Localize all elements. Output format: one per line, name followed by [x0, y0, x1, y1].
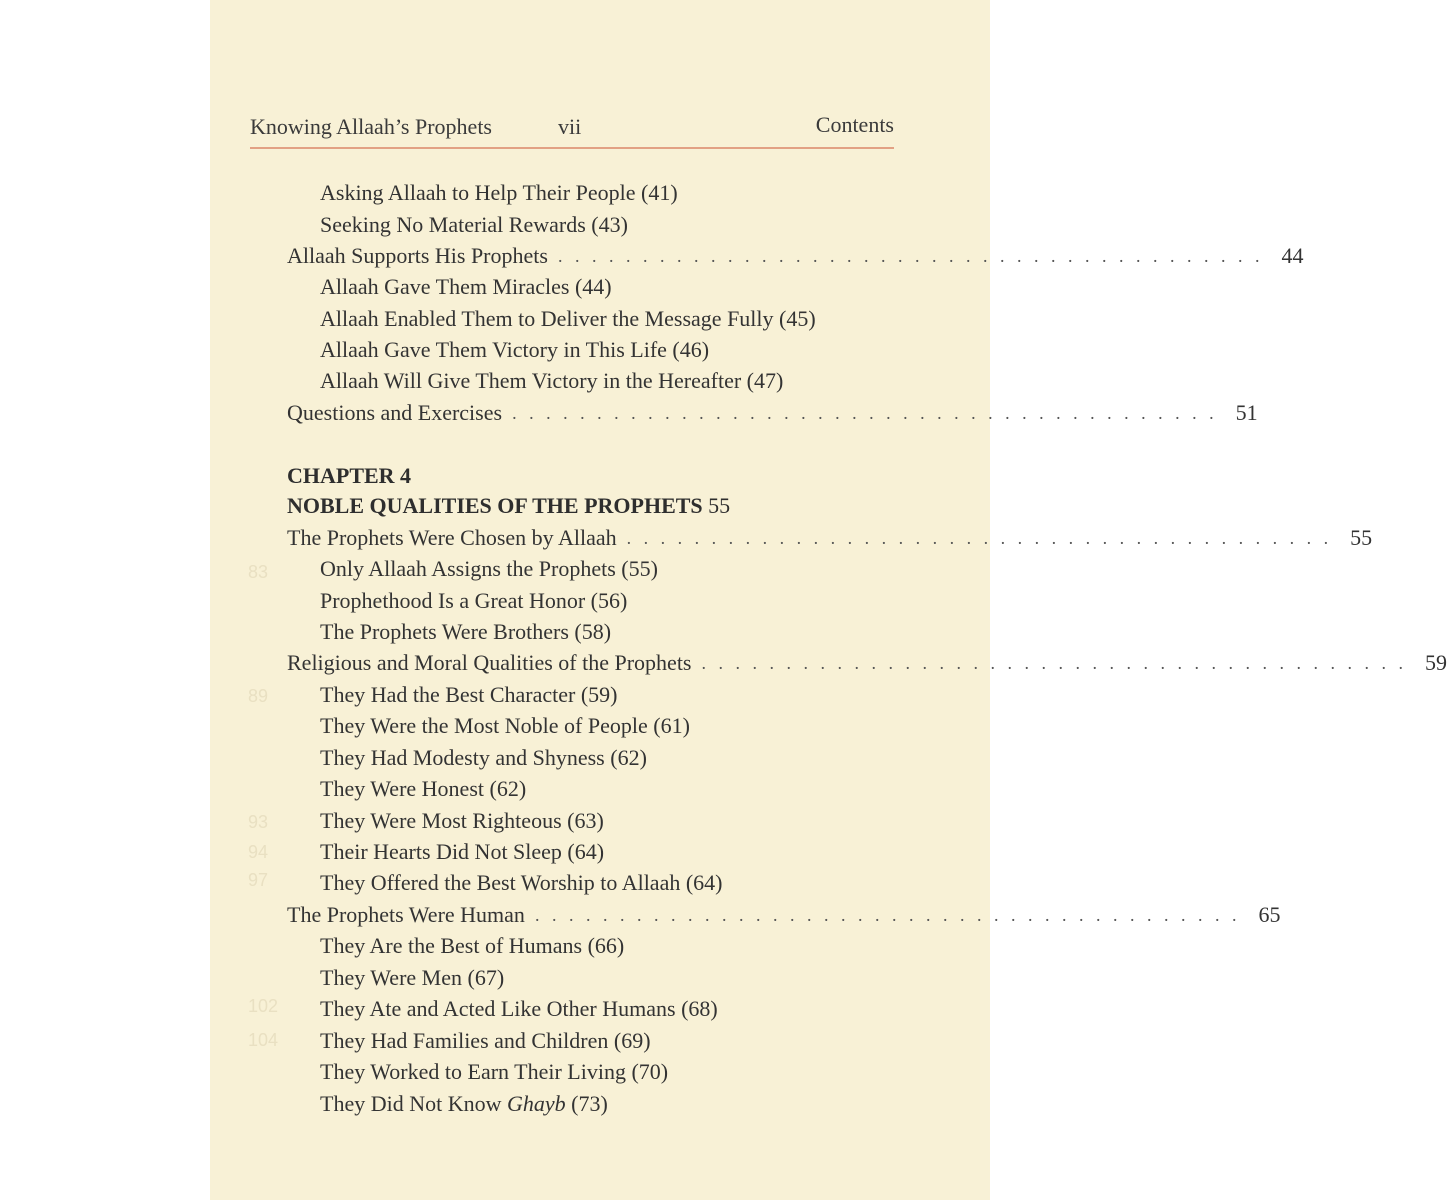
toc-subentry: Allaah Will Give Them Victory in the Hereafter (47) — [320, 368, 784, 393]
toc-subentry: They Had the Best Character (59) — [320, 682, 618, 707]
running-head — [250, 112, 894, 146]
toc-entry — [287, 523, 1373, 553]
chapter-label: CHAPTER 4 — [287, 463, 412, 488]
chapter-page: 55 — [708, 493, 731, 518]
toc-subentry: They Ate and Acted Like Other Humans (68) — [320, 996, 718, 1021]
toc-subentry: They Were Men (67) — [320, 965, 505, 990]
leader-dots: . . . . . . . . . . . . . . . . . . . . . . . . . . . . . . . . . . . . . . . . . . — [701, 653, 1407, 673]
leader-dots: . . . . . . . . . . . . . . . . . . . . . . . . . . . . . . . . . . . . . . . . . . — [512, 403, 1218, 423]
show-through-number: 102 — [248, 996, 279, 1016]
leader-dots: . . . . . . . . . . . . . . . . . . . . . . . . . . . . . . . . . . . . . . . . . . — [626, 528, 1333, 548]
toc-subentry: They Had Modesty and Shyness (62) — [320, 745, 647, 770]
toc-subentry — [320, 1089, 608, 1119]
show-through-number: 89 — [248, 686, 269, 706]
show-through-number: 93 — [248, 812, 269, 832]
toc-subentry: Allaah Gave Them Victory in This Life (46) — [320, 337, 710, 362]
chapter-title-text: NOBLE QUALITIES OF THE PROPHETS — [287, 493, 703, 518]
toc-entry — [287, 648, 1447, 678]
header-rule — [250, 147, 894, 149]
toc-subentry: Only Allaah Assigns the Prophets (55) — [320, 556, 658, 581]
toc-entry-page: 65 — [1258, 902, 1281, 927]
toc-subentry: Asking Allaah to Help Their People (41) — [320, 180, 678, 205]
toc-subentry: They Had Families and Children (69) — [320, 1028, 651, 1053]
toc-subentry: They Are the Best of Humans (66) — [320, 933, 625, 958]
chapter-title — [287, 491, 730, 521]
toc-entry-page: 51 — [1235, 400, 1258, 425]
toc-subentry: They Worked to Earn Their Living (70) — [320, 1059, 669, 1084]
toc-subentry: Their Hearts Did Not Sleep (64) — [320, 839, 605, 864]
toc-entry-page: 59 — [1425, 650, 1447, 675]
page-number: vii — [558, 114, 582, 139]
subentry-italic-term: Ghayb — [506, 1091, 566, 1116]
toc-entry-title: The Prophets Were Chosen by Allaah — [287, 525, 617, 550]
toc-subentry: They Were Most Righteous (63) — [320, 808, 604, 833]
toc-entry-title: Questions and Exercises — [287, 400, 503, 425]
show-through-number: 97 — [248, 870, 269, 890]
toc-subentry: They Were the Most Noble of People (61) — [320, 713, 690, 738]
toc-entry-page: 44 — [1281, 243, 1304, 268]
toc-subentry: They Offered the Best Worship to Allaah (64) — [320, 870, 723, 895]
leader-dots: . . . . . . . . . . . . . . . . . . . . . . . . . . . . . . . . . . . . . . . . . . — [557, 246, 1264, 266]
toc-subentry: Seeking No Material Rewards (43) — [320, 212, 628, 237]
toc-entry-title: Allaah Supports His Prophets — [287, 243, 548, 268]
toc-entry — [287, 398, 1258, 428]
show-through-number: 83 — [248, 562, 269, 582]
leader-dots: . . . . . . . . . . . . . . . . . . . . . . . . . . . . . . . . . . . . . . . . . . — [534, 905, 1241, 925]
toc-subentry: They Were Honest (62) — [320, 776, 527, 801]
toc-entry-title: The Prophets Were Human — [287, 902, 525, 927]
toc-entry — [287, 900, 1281, 930]
section-title: Contents — [815, 112, 894, 137]
toc-subentry: The Prophets Were Brothers (58) — [320, 619, 612, 644]
toc-entry-page: 55 — [1350, 525, 1373, 550]
show-through-number: 104 — [248, 1030, 279, 1050]
subentry-page: (73) — [565, 1091, 608, 1116]
show-through-number: 94 — [248, 842, 269, 862]
toc-entry-title: Religious and Moral Qualities of the Prophets — [287, 650, 692, 675]
toc-entry — [287, 241, 1304, 271]
subentry-text: They Did Not Know — [320, 1091, 507, 1116]
toc-subentry: Allaah Enabled Them to Deliver the Message Fully (45) — [320, 306, 816, 331]
toc-subentry: Allaah Gave Them Miracles (44) — [320, 274, 612, 299]
book-title: Knowing Allaah’s Prophets — [250, 114, 492, 139]
toc-subentry: Prophethood Is a Great Honor (56) — [320, 588, 628, 613]
